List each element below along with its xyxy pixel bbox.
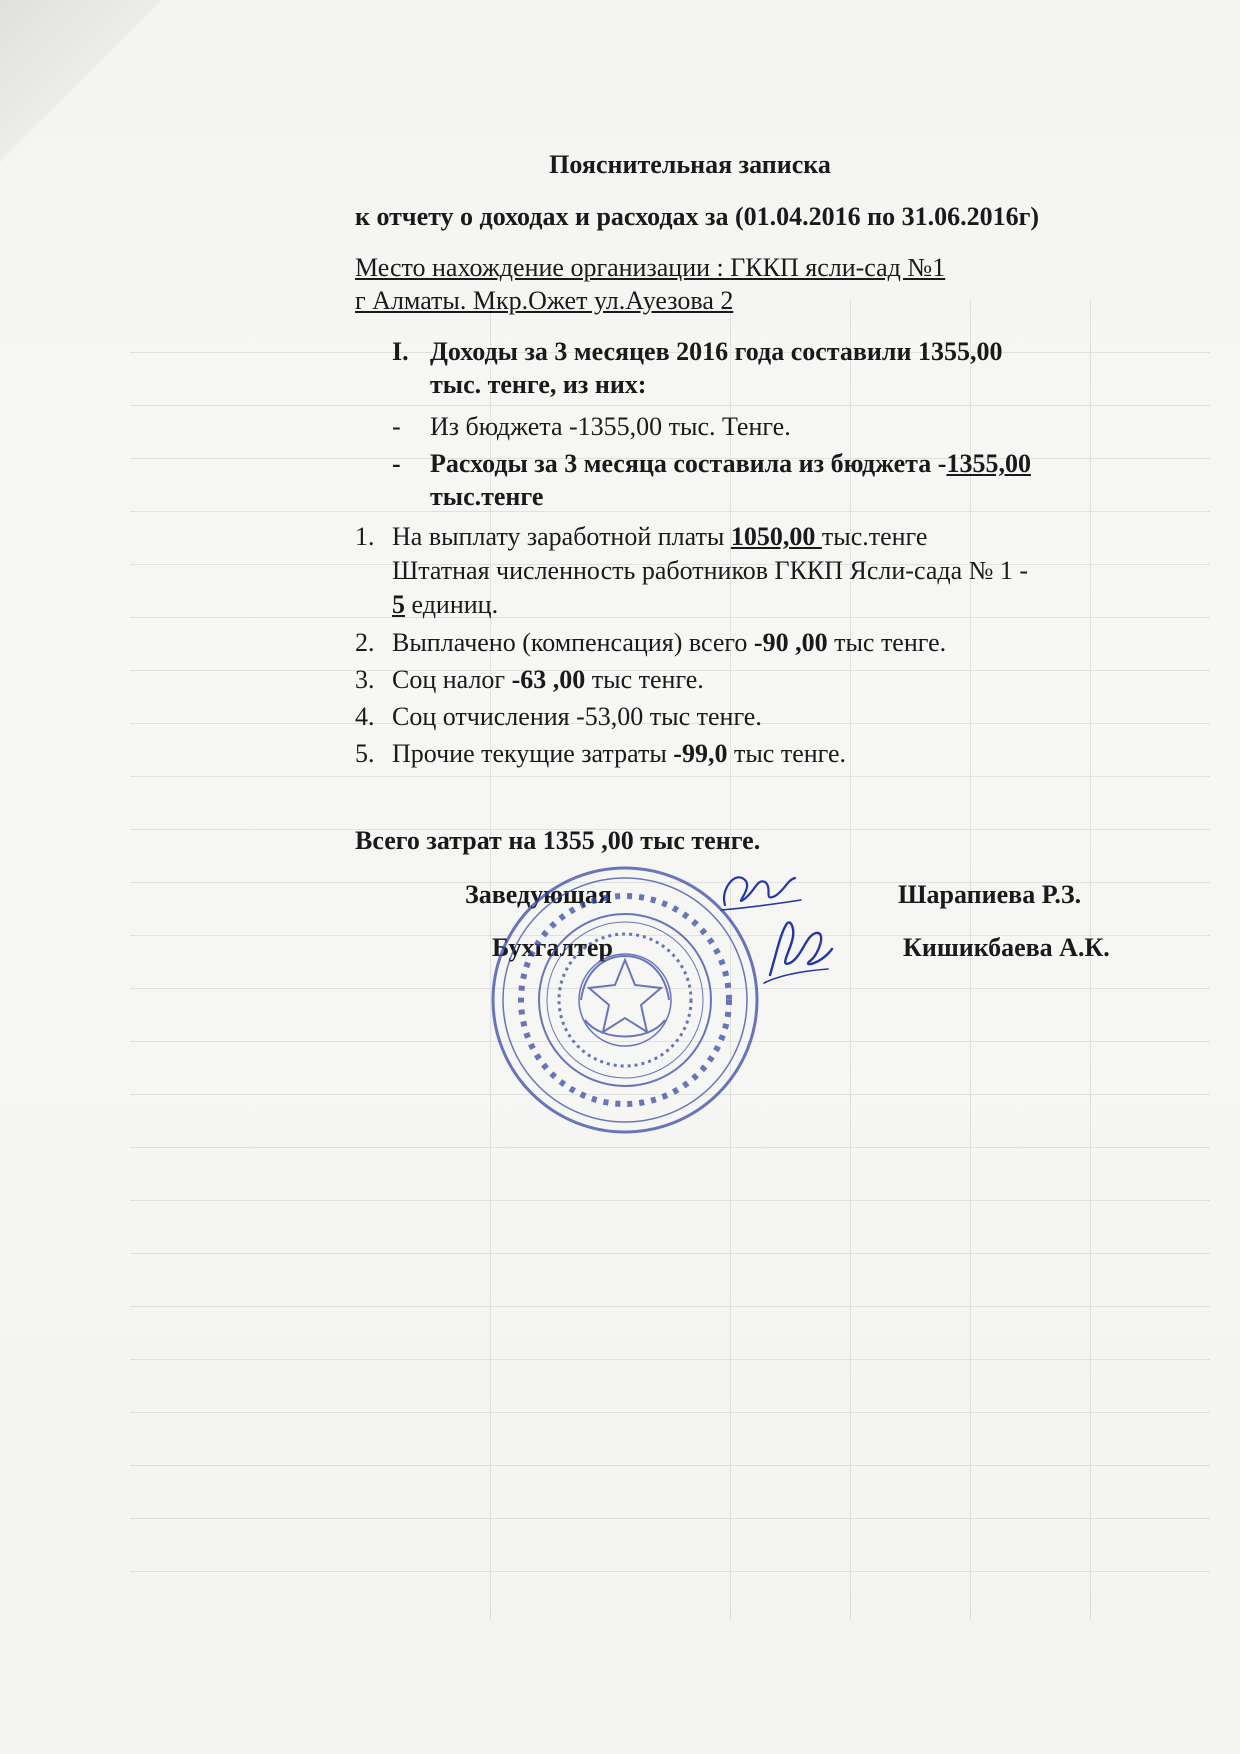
expenses-pre: Расходы за 3 месяца составила из бюджета -	[430, 449, 947, 478]
item-1-units: единиц.	[405, 590, 499, 619]
item-2-line	[392, 628, 946, 658]
item-5-amount: -99,0	[673, 739, 728, 768]
item-2-post: тыс тенге.	[827, 628, 947, 657]
item-1-line3	[392, 590, 498, 620]
total-line: Всего затрат на 1355 ,00 тыс тенге.	[355, 826, 761, 855]
item-3-post: тыс тенге.	[585, 665, 704, 694]
item-1-line1	[392, 522, 927, 552]
budget-marker: -	[392, 412, 401, 441]
expenses-line2: тыс.тенге	[430, 482, 544, 511]
location-address: г Алматы. Мкр.Ожет ул.Ауезова 2	[355, 286, 734, 315]
item-4-number: 4.	[355, 702, 375, 731]
item-5-post: тыс тенге.	[727, 739, 847, 768]
document-title: Пояснительная записка	[549, 150, 831, 179]
location-label: Место нахождение организации :	[355, 253, 731, 282]
item-5-line	[392, 739, 846, 769]
expenses-line1	[430, 449, 1031, 479]
expenses-marker: -	[392, 449, 401, 478]
item-2-amount: -90 ,00	[753, 628, 828, 657]
item-5-number: 5.	[355, 739, 375, 768]
item-1-number: 1.	[355, 522, 375, 551]
document-subtitle: к отчету о доходах и расходах за (01.04.2016 по 31.06.2016г)	[355, 202, 1040, 231]
item-5-pre: Прочие текущие затраты	[392, 739, 674, 768]
expenses-amount: 1355,00	[946, 449, 1031, 478]
location-line	[355, 253, 945, 283]
item-2-number: 2.	[355, 628, 375, 657]
budget-line: Из бюджета -1355,00 тыс. Тенге.	[430, 412, 791, 441]
item-3-number: 3.	[355, 665, 375, 694]
item-1-staff-count: 5	[392, 590, 405, 619]
item-4-line: Соц отчисления -53,00 тыс тенге.	[392, 702, 762, 731]
item-3-line	[392, 665, 704, 695]
head-name: Шарапиева Р.З.	[898, 880, 1082, 909]
accountant-signature	[750, 905, 840, 995]
item-3-pre: Соц налог	[392, 665, 512, 694]
item-2-pre: Выплачено (компенсация) всего	[392, 628, 754, 657]
accountant-title: Бухгалтер	[492, 933, 613, 962]
location-org: ГККП ясли-сад №1	[730, 253, 946, 282]
section1-line2: тыс. тенге, из них:	[430, 370, 647, 399]
section1-marker: I.	[392, 337, 409, 366]
section1-line1: Доходы за 3 месяцев 2016 года составили 1355,00	[430, 337, 1003, 366]
item-1-post: тыс.тенге	[821, 522, 928, 551]
item-3-amount: -63 ,00	[511, 665, 586, 694]
item-1-line2: Штатная численность работников ГККП Ясли-сада № 1 -	[392, 556, 1029, 585]
accountant-name: Кишикбаева А.К.	[903, 933, 1110, 962]
item-1-pre: На выплату заработной платы	[392, 522, 731, 551]
item-1-amount: 1050,00	[730, 522, 822, 551]
head-title: Заведующая	[465, 880, 612, 909]
